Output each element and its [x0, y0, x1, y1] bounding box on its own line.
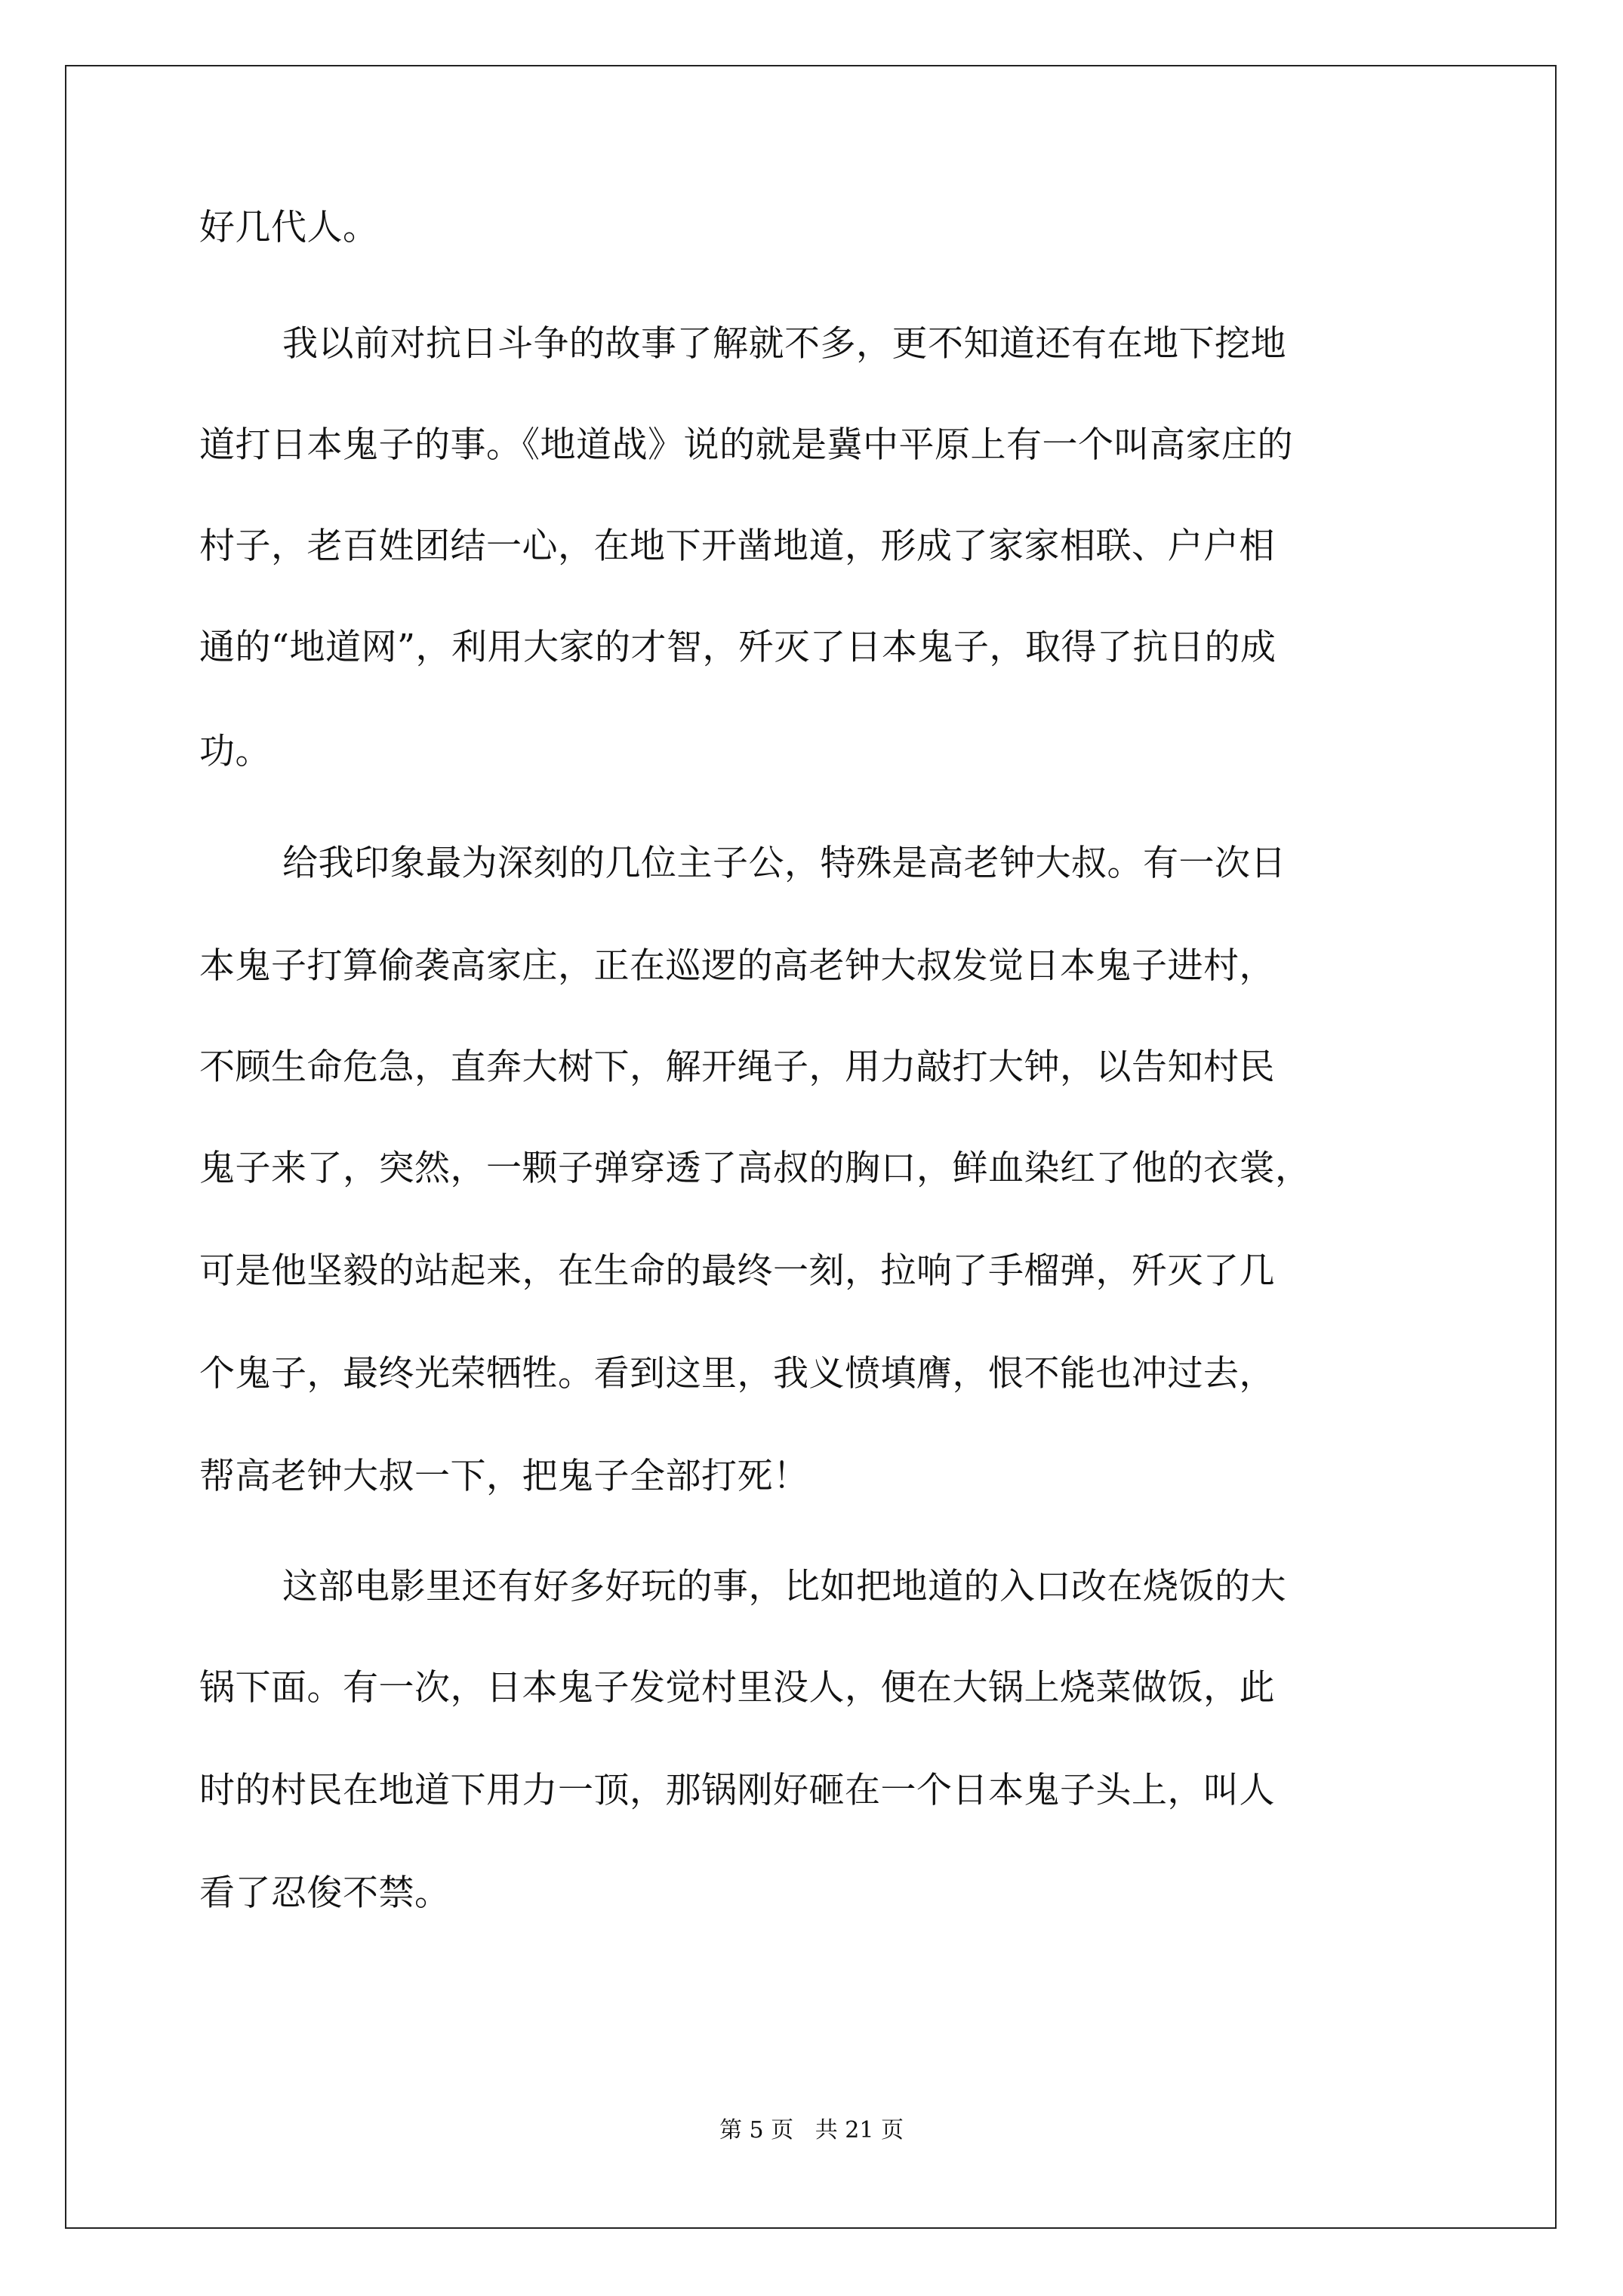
text-line-5: 通的“地道网”，利用大家的才智，歼灭了日本鬼子，取得了抗日的成 — [199, 627, 1277, 668]
page-number: 第 5 页 — [719, 2117, 794, 2143]
text-line-12: 个鬼子，最终光荣牺牲。看到这里，我义愤填膺，恨不能也冲过去， — [199, 1353, 1275, 1395]
paragraph-start-line-2: 我以前对抗日斗争的故事了解就不多，更不知道还有在地下挖地 — [282, 323, 1286, 365]
page-footer — [0, 2116, 1623, 2146]
text-line-4: 村子，老百姓团结一心，在地下开凿地道，形成了家家相联、户户相 — [199, 525, 1275, 567]
text-line-8: 本鬼子打算偷袭高家庄，正在巡逻的高老钟大叔发觉日本鬼子进村， — [199, 945, 1275, 987]
text-line-9: 不顾生命危急，直奔大树下，解开绳子，用力敲打大钟，以告知村民 — [199, 1046, 1275, 1088]
text-line-17: 看了忍俊不禁。 — [199, 1872, 451, 1914]
text-line-1: 好几代人。 — [199, 207, 379, 248]
text-line-11: 可是他坚毅的站起来，在生命的最终一刻，拉响了手榴弹，歼灭了几 — [199, 1250, 1275, 1292]
text-line-15: 锅下面。有一次，日本鬼子发觉村里没人，便在大锅上烧菜做饭，此 — [199, 1667, 1275, 1709]
text-line-3: 道打日本鬼子的事。《地道战》说的就是冀中平原上有一个叫高家庄的 — [199, 424, 1293, 466]
paragraph-start-line-7: 给我印象最为深刻的几位主子公，特殊是高老钟大叔。有一次日 — [282, 843, 1286, 884]
text-line-16: 时的村民在地道下用力一顶，那锅刚好砸在一个日本鬼子头上，叫人 — [199, 1770, 1275, 1811]
text-line-6: 功。 — [199, 731, 271, 772]
text-line-13: 帮高老钟大叔一下，把鬼子全部打死！ — [199, 1456, 809, 1497]
paragraph-start-line-14: 这部电影里还有好多好玩的事，比如把地道的入口改在烧饭的大 — [282, 1566, 1286, 1607]
text-line-10: 鬼子来了，突然，一颗子弹穿透了高叔的胸口，鲜血染红了他的衣裳， — [199, 1148, 1311, 1189]
total-pages: 共 21 页 — [815, 2117, 904, 2143]
